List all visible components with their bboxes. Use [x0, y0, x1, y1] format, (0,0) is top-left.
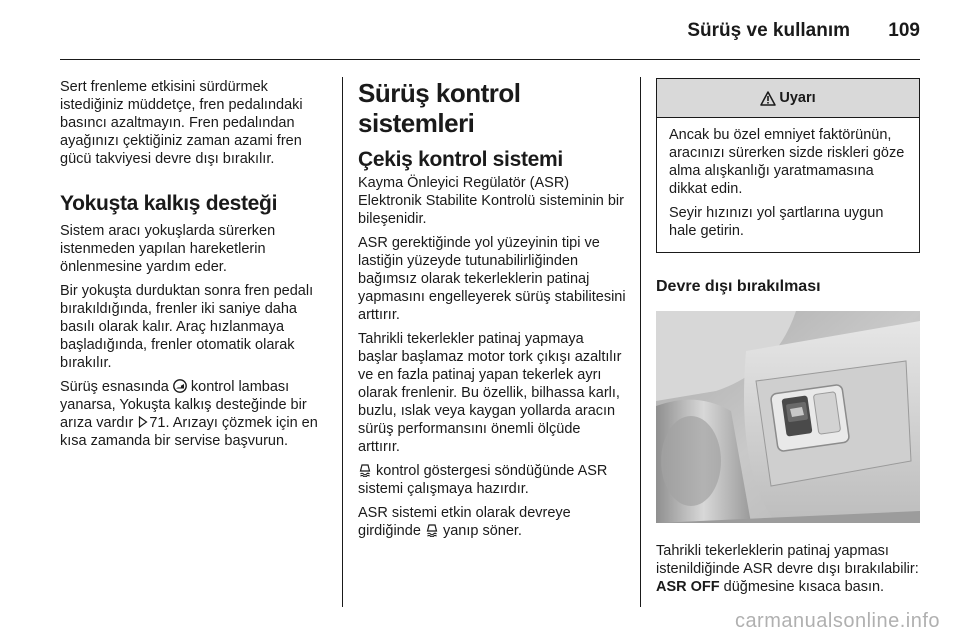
hill-start-warning-lamp-icon	[173, 379, 187, 393]
p3-text-a: Sürüş esnasında	[60, 379, 173, 395]
p4-text: kontrol göstergesi söndüğünde ASR sistemi çalışmaya hazırdır.	[358, 463, 608, 497]
warning-header	[657, 79, 919, 118]
traction-paragraph-5	[358, 504, 626, 540]
column-3	[656, 78, 920, 602]
warning-title: Uyarı	[779, 90, 816, 106]
deactivation-text-a: Tahrikli tekerleklerin patinaj yapması istenildiğinde ASR devre dışı bırakılabilir:	[656, 543, 919, 577]
running-header-title: Sürüş ve kullanım	[687, 20, 850, 41]
section-title: Sürüş kontrol sistemleri	[358, 78, 521, 138]
traction-paragraph-3: Tahrikli tekerlekler patinaj yapmaya başlar başlamaz motor tork çıkışı azaltılır ve en fazla patinaj yapan tekerlek ayrı olarak frenlenir. Bu özellik, bilhassa karlı, buzlu, ıslak veya kaygan yollarda aracın sürüş performansını önemli ölçüde arttırır.	[358, 331, 622, 455]
warning-box	[656, 78, 920, 253]
warning-paragraph-1: Ancak bu özel emniyet faktörünün, aracınızı sürerken sizde riskleri göze alma alışkanlığı yaratmamasına dikkat edin.	[669, 127, 905, 197]
page-reference-triangle-icon	[138, 416, 148, 428]
traction-control-heading: Çekiş kontrol sistemi	[358, 148, 563, 171]
asr-off-label: ASR OFF	[656, 579, 720, 595]
column-1	[60, 78, 328, 456]
deactivation-text-c: düğmesine kısaca basın.	[719, 579, 885, 595]
p3-text-c: . Arızayı çözmek için en kısa zamanda bir servise başvurun.	[60, 415, 318, 449]
header-rule	[60, 59, 920, 60]
deactivation-paragraph	[656, 542, 920, 596]
warning-paragraph-2: Seyir hızınızı yol şartlarına uygun hale getirin.	[669, 205, 884, 239]
watermark: carmanualsonline.info	[734, 610, 940, 632]
intro-paragraph: Sert frenleme etkisini sürdürmek istediğiniz müddetçe, fren pedalındaki basıncı azaltmayın. Fren pedalından ayağınızı çektiğiniz zaman azami fren gücü takviyesi devre dışı bırakılır.	[60, 79, 303, 167]
p3-text-b: kontrol lambası yanarsa, Yokuşta kalkış desteğinde bir arıza vardır	[60, 379, 307, 431]
page-reference[interactable]: 71	[149, 415, 166, 431]
p5-text-a: ASR sistemi etkin olarak devreye girdiğinde	[358, 505, 571, 539]
hill-start-heading: Yokuşta kalkış desteği	[60, 192, 278, 215]
asr-off-button-photo	[656, 311, 920, 523]
hill-start-paragraph-2: Bir yokuşta durduktan sonra fren pedalı bırakıldığında, frenler iki saniye daha basılı olarak kalır. Araç hızlanmaya başladığında, frenler otomatik olarak bırakılır.	[60, 283, 314, 371]
hill-start-paragraph-3	[60, 378, 328, 450]
traction-paragraph-2: ASR gerektiğinde yol yüzeyinin tipi ve lastiğin yüzeyde tutunabilirliğinden bağımsız olarak tekerleklerin patinaj yapmasını engelleyerek sürüş stabilitesini arttırır.	[358, 235, 626, 323]
page-number: 109	[888, 20, 920, 41]
warning-body	[657, 118, 919, 252]
traction-paragraph-1: Kayma Önleyici Regülatör (ASR) Elektronik Stabilite Kontrolü sisteminin bir bileşenidir.	[358, 175, 624, 227]
traction-paragraph-4	[358, 462, 626, 498]
deactivation-heading: Devre dışı bırakılması	[656, 278, 821, 295]
column-divider	[640, 77, 641, 607]
traction-control-indicator-icon	[358, 463, 372, 477]
column-2	[358, 78, 626, 546]
traction-control-indicator-icon	[425, 523, 439, 537]
p5-text-b: yanıp söner.	[438, 523, 522, 539]
hill-start-paragraph-1: Sistem aracı yokuşlarda sürerken istenmeden yapılan hareketlerin önlenmesine yardım eder.	[60, 223, 276, 275]
warning-triangle-icon	[760, 91, 776, 106]
column-divider	[342, 77, 343, 607]
